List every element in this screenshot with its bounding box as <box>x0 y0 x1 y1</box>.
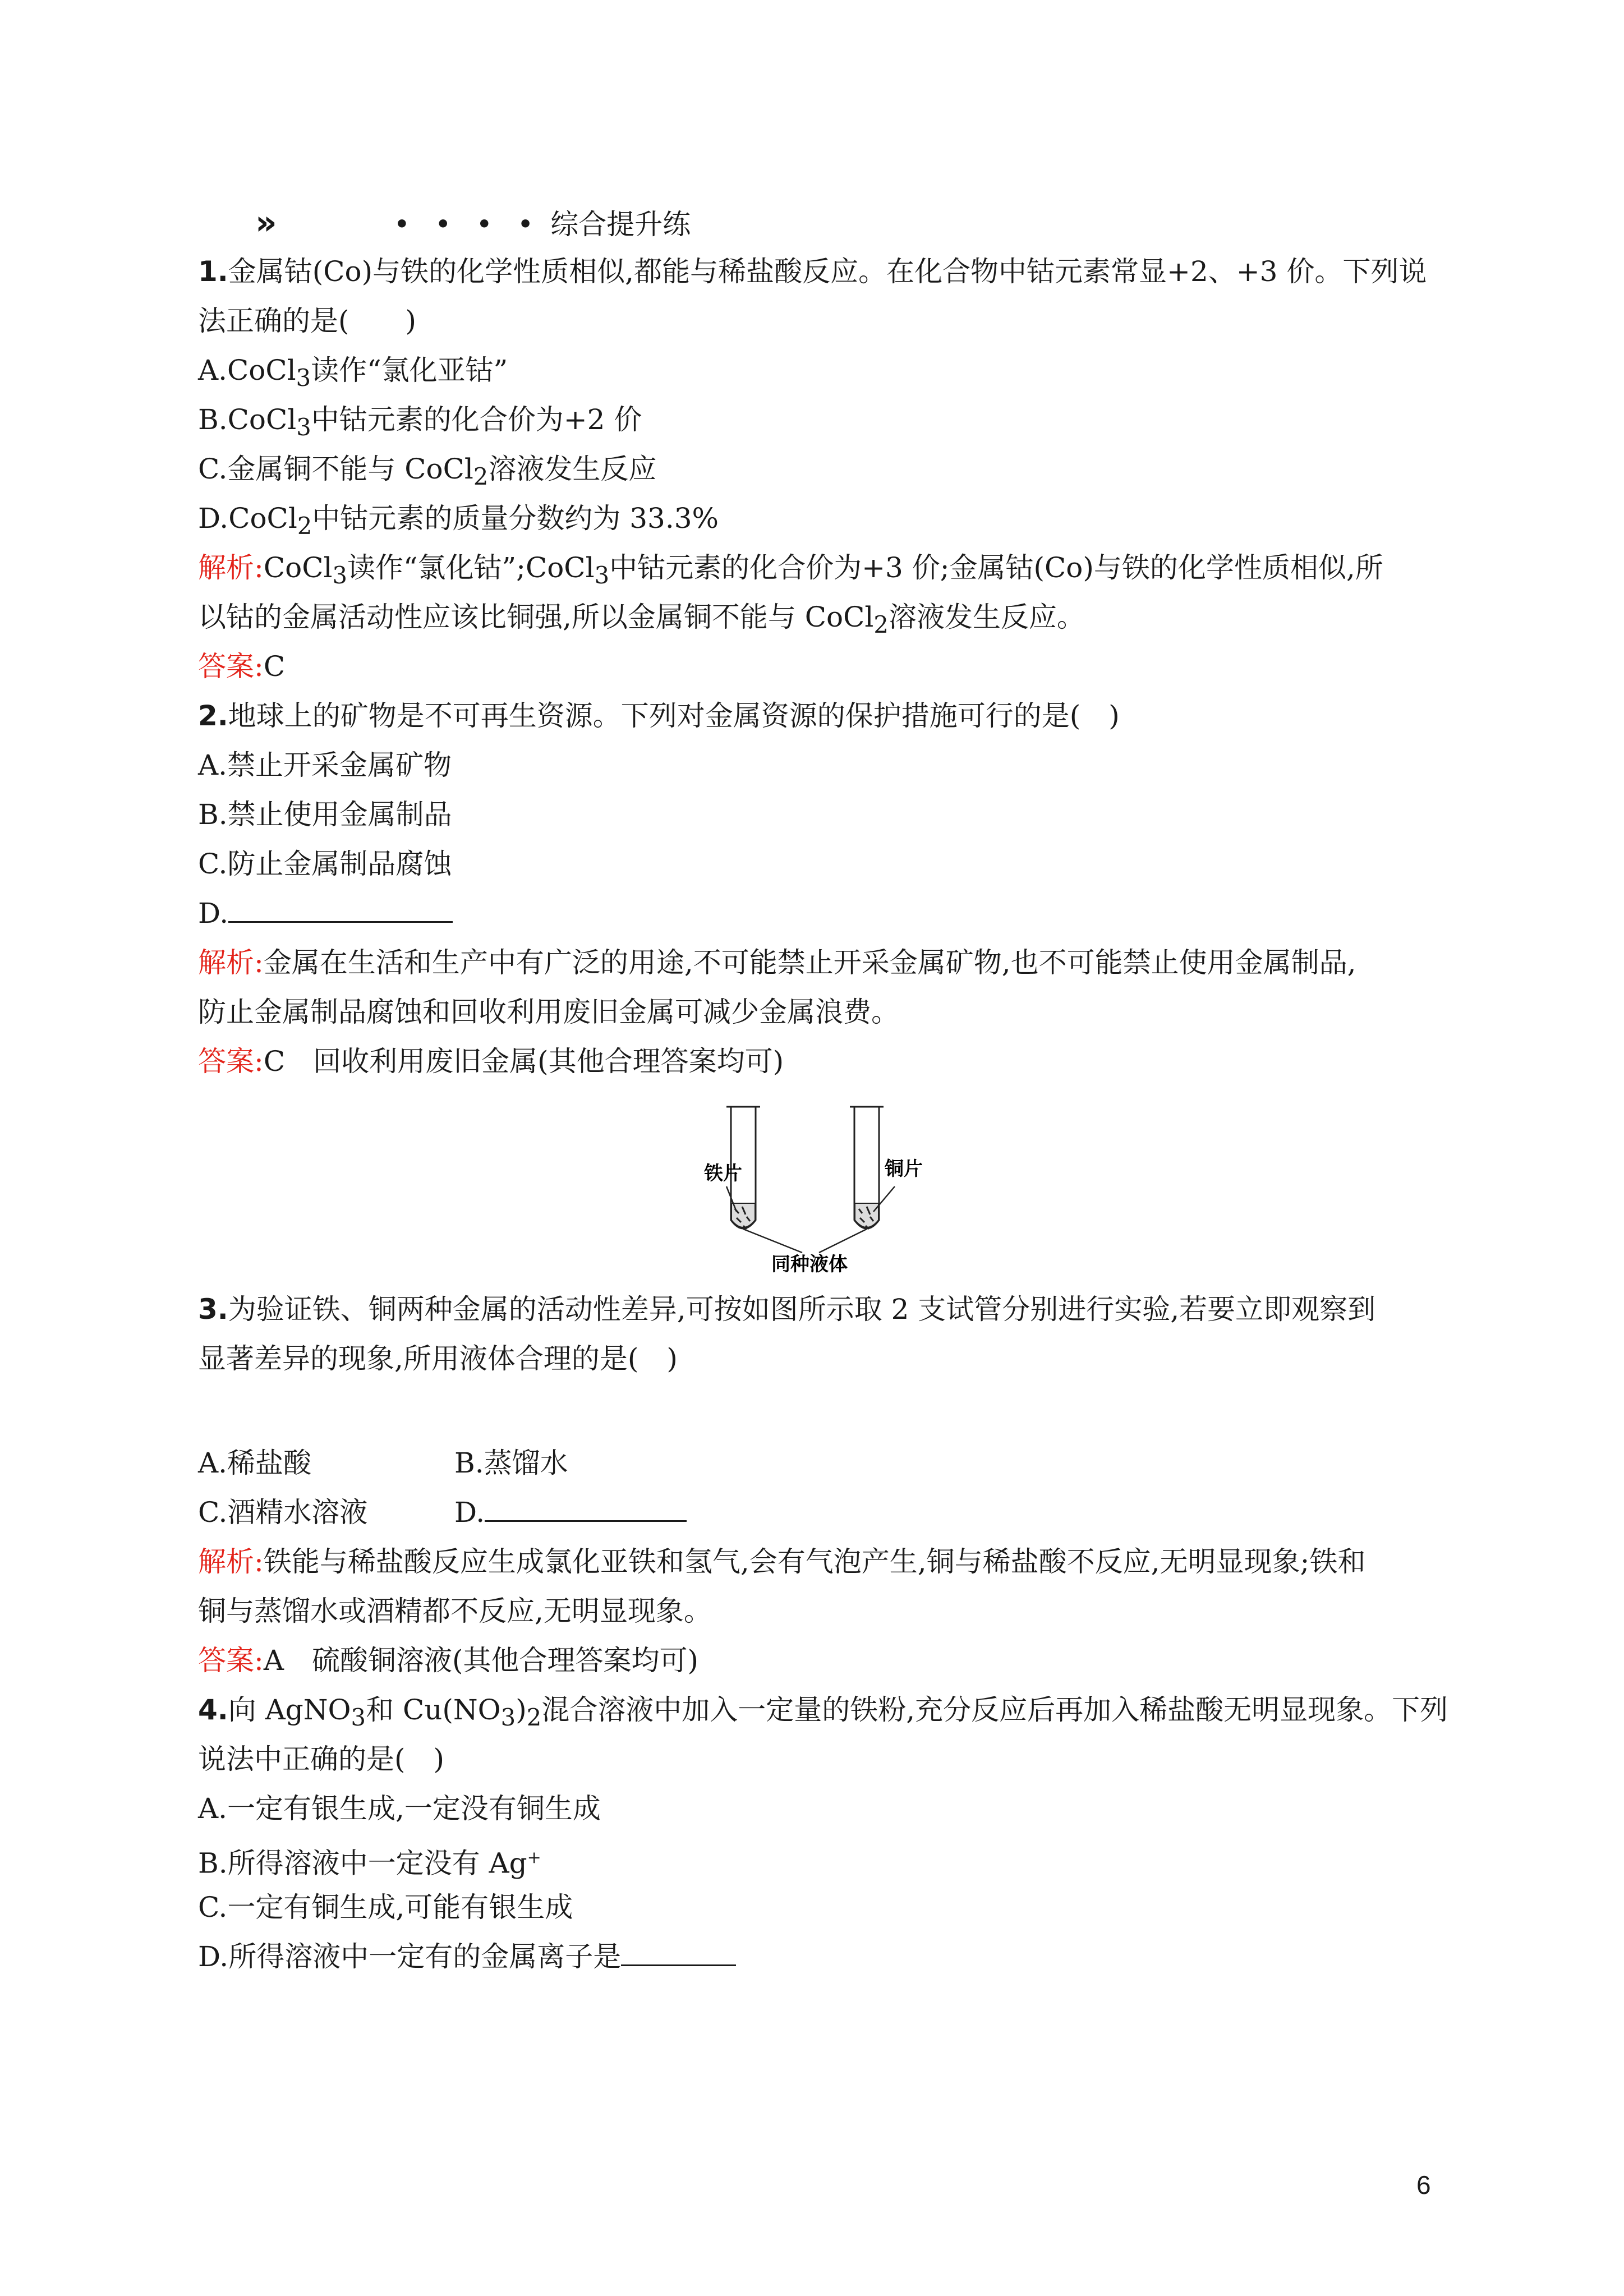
analysis-label: 解析: <box>198 946 264 979</box>
answer-label: 答案: <box>198 650 264 683</box>
copper-strip-label: 铜片 <box>885 1158 923 1180</box>
chevron-icon: » <box>255 203 273 242</box>
right-test-tube <box>850 1107 884 1229</box>
q4-stem-line1: 4.向 AgNO$_3$和 $Cu(NO_3)_2$混合溶液中加入一定量的铁粉,充分反应后再加入稀盐酸无明显现象。下列 <box>198 1694 1448 1731</box>
q1-option-a: A.CoCl$_3$读作“氯化亚钴” <box>198 354 508 392</box>
q1-option-b: B.CoCl$_3$中钴元素的化合价为+2 价 <box>198 403 642 441</box>
q2-option-a: A.禁止开采金属矿物 <box>198 749 452 781</box>
analysis-label: 解析: <box>198 551 264 584</box>
q2-analysis-line2: 防止金属制品腐蚀和回收利用废旧金属可减少金属浪费。 <box>198 996 899 1028</box>
q3-option-d: D. <box>454 1494 687 1530</box>
q2-number: 2. <box>198 700 228 732</box>
q3-option-c: C.酒精水溶液 <box>198 1496 368 1529</box>
q3-stem-line2: 显著差异的现象,所用液体合理的是( ) <box>198 1342 678 1375</box>
q4-option-b: B.所得溶液中一定没有 Ag+ <box>198 1847 541 1880</box>
test-tubes-figure <box>704 1102 934 1276</box>
q1-number: 1. <box>198 255 228 288</box>
page-number: 6 <box>1416 2170 1431 2200</box>
answer-label: 答案: <box>198 1045 264 1078</box>
answer-blank <box>485 1496 687 1522</box>
q2-option-c: C.防止金属制品腐蚀 <box>198 848 452 880</box>
q2-analysis-line1: 解析:金属在生活和生产中有广泛的用途,不可能禁止开采金属矿物,也不可能禁止使用金属制品, <box>198 946 1356 979</box>
q4-option-a: A.一定有银生成,一定没有铜生成 <box>198 1792 601 1825</box>
q2-stem: 2.地球上的矿物是不可再生资源。下列对金属资源的保护措施可行的是( ) <box>198 700 1120 732</box>
answer-label: 答案: <box>198 1644 264 1677</box>
section-header <box>255 205 691 242</box>
q1-option-d: D.CoCl$_2$中钴元素的质量分数约为 33.3% <box>198 502 719 540</box>
q3-analysis-line1: 解析:铁能与稀盐酸反应生成氯化亚铁和氢气,会有气泡产生,铜与稀盐酸不反应,无明显现象;铁和 <box>198 1545 1366 1578</box>
q3-answer: 答案:A 硫酸铜溶液(其他合理答案均可) <box>198 1644 698 1677</box>
q4-number: 4. <box>198 1694 228 1726</box>
same-liquid-label: 同种液体 <box>771 1253 848 1276</box>
q3-stem-line1: 3.为验证铁、铜两种金属的活动性差异,可按如图所示取 2 支试管分别进行实验,若要立即观察到 <box>198 1293 1376 1326</box>
q4-stem-line2: 说法中正确的是( ) <box>198 1743 445 1775</box>
q4-option-c: C.一定有铜生成,可能有银生成 <box>198 1891 573 1924</box>
answer-blank <box>228 896 453 923</box>
q1-answer: 答案:C <box>198 650 286 683</box>
q1-option-c: C.金属铜不能与 CoCl$_2$溶液发生反应 <box>198 453 657 490</box>
section-title: 综合提升练 <box>550 208 691 241</box>
q1-analysis-line2: 以钴的金属活动性应该比铜强,所以金属铜不能与 CoCl$_2$溶液发生反应。 <box>198 601 1085 638</box>
q3-analysis-line2: 铜与蒸馏水或酒精都不反应,无明显现象。 <box>198 1595 712 1627</box>
q2-option-d: D. <box>198 895 453 931</box>
q3-option-a: A.稀盐酸 <box>198 1447 312 1479</box>
header-dots: • • • • <box>393 208 542 241</box>
iron-strip-label: 铁片 <box>704 1162 742 1185</box>
analysis-label: 解析: <box>198 1545 264 1578</box>
q2-answer: 答案:C 回收利用废旧金属(其他合理答案均可) <box>198 1045 784 1078</box>
q4-option-d: D.所得溶液中一定有的金属离子是 <box>198 1939 736 1975</box>
q2-option-b: B.禁止使用金属制品 <box>198 798 452 831</box>
q1-stem-line1: 1.金属钴(Co)与铁的化学性质相似,都能与稀盐酸反应。在化合物中钴元素常显+2、+3 价。下列说 <box>198 255 1427 288</box>
q1-stem-line2: 法正确的是( ) <box>198 305 417 337</box>
answer-blank <box>621 1940 736 1966</box>
q3-number: 3. <box>198 1293 228 1326</box>
q1-analysis-line1: 解析:CoCl$_3$读作“氯化钴”;CoCl$_3$中钴元素的化合价为+3 价;金属钴(Co)与铁的化学性质相似,所 <box>198 551 1383 589</box>
q3-option-b: B.蒸馏水 <box>454 1447 568 1479</box>
